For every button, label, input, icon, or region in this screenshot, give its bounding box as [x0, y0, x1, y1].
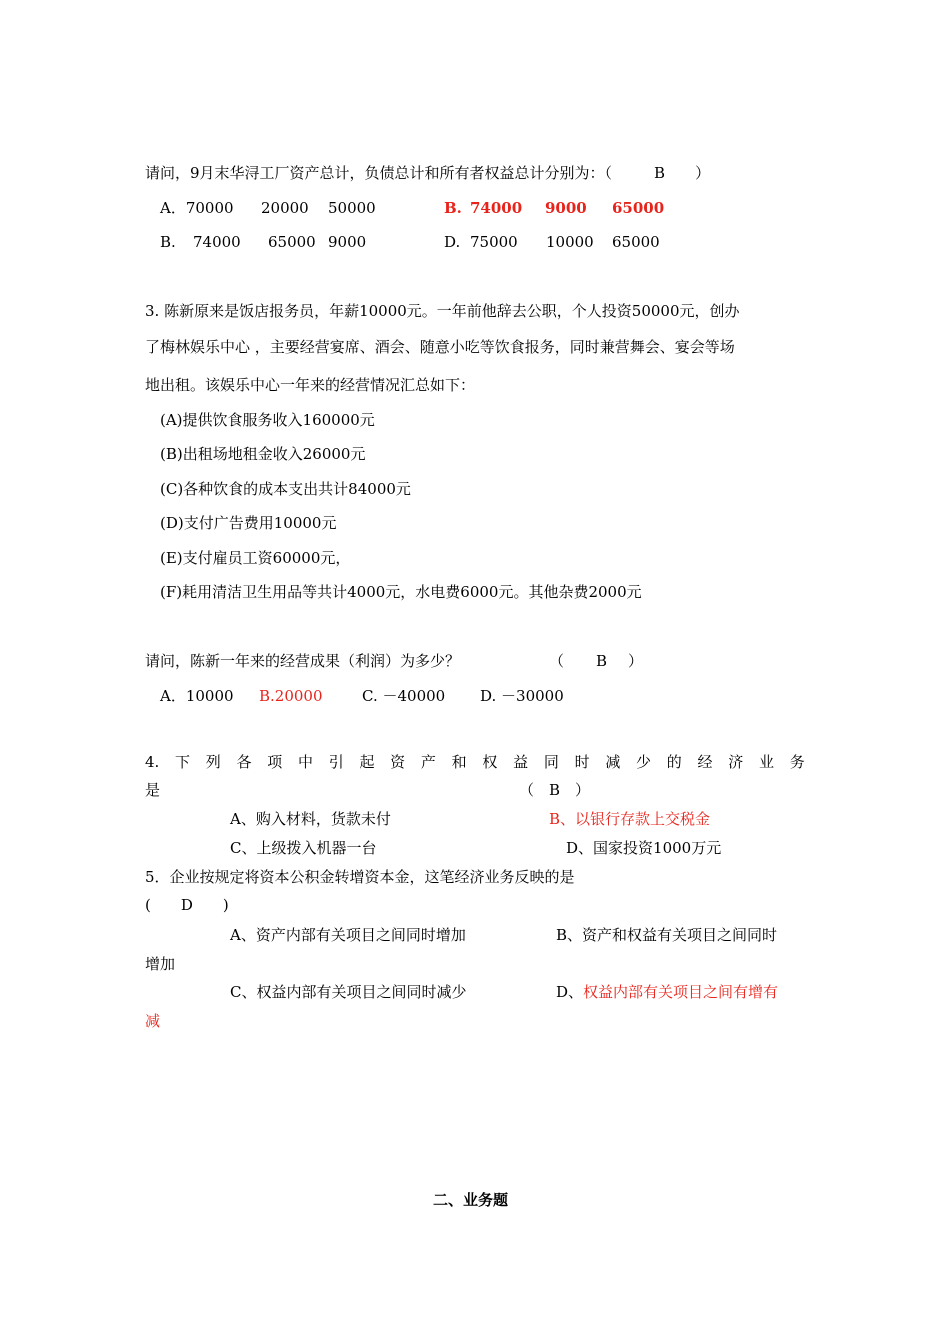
q2-option-a-v2: 20000: [261, 199, 309, 217]
q4-line-1: [145, 752, 805, 772]
q3-line-1: 3. 陈新原来是饭店报务员，年薪10000元。一年前他辞去公职，个人投资50000元，创办: [145, 302, 740, 320]
option-letter: A．: [160, 199, 186, 217]
q3-question: 请问，陈新一年来的经营成果（利润）为多少？: [145, 652, 461, 670]
q4-char: 时: [574, 753, 590, 771]
q2-option-b-v2: 9000: [545, 199, 587, 217]
q2-close-paren: ）: [695, 164, 711, 182]
q2-option-d-v1: 75000: [470, 233, 518, 251]
q4-char: 引: [328, 753, 344, 771]
q4-option-a: A、购入材料，货款未付: [230, 810, 391, 828]
q3-line-3: 地出租。该娱乐中心一年来的经营情况汇总如下：: [145, 376, 476, 394]
q4-char: 业: [758, 753, 774, 771]
q2-question: [145, 163, 710, 183]
q4-char: 少: [636, 753, 652, 771]
q4-char: 减: [605, 753, 621, 771]
q5-option-d-continued: 减: [145, 1012, 161, 1030]
q4-char: 经: [697, 753, 713, 771]
q3-line-2: 了梅林娱乐中心 ，主要经营宴席、酒会、随意小吃等饮食报务，同时兼营舞会、宴会等场: [145, 338, 735, 356]
q3-item-f: (F)耗用清洁卫生用品等共计4000元，水电费6000元。其他杂费2000元: [160, 583, 642, 601]
q2-option-b-v1: 74000: [470, 199, 523, 217]
q4-line-2: 是: [145, 781, 161, 799]
q2-option-c-letter: B.: [160, 233, 176, 251]
q4-char: 务: [789, 753, 805, 771]
option-value: 70000: [185, 199, 234, 217]
q2-option-d-v2: 10000: [546, 233, 594, 251]
q5-option-a: A、资产内部有关项目之间同时增加: [230, 926, 466, 944]
q3-option-d: D. －30000: [480, 687, 564, 705]
q4-char: 产: [420, 753, 436, 771]
q4-char: 的: [666, 753, 682, 771]
q4-char: 权: [482, 753, 498, 771]
q3-item-c: (C)各种饮食的成本支出共计84000元: [160, 480, 411, 498]
q2-option-c-v2: 65000: [268, 233, 316, 251]
q3-item-e: (E)支付雇员工资60000元，: [160, 549, 351, 567]
q4-option-b: B、以银行存款上交税金: [549, 810, 711, 828]
q2-option-b-letter: B.: [444, 199, 462, 217]
q5-option-c: C、权益内部有关项目之间同时减少: [230, 983, 467, 1001]
q3-item-d: (D)支付广告费用10000元: [160, 514, 337, 532]
q3-option-c: C. －40000: [362, 687, 446, 705]
q5-line-1: 5．企业按规定将资本公积金转增资本金，这笔经济业务反映的是: [145, 868, 575, 886]
q3-answer-close: ）: [628, 652, 644, 670]
q2-option-a-v3: 50000: [328, 199, 376, 217]
q5-option-b-continued: 增加: [145, 955, 176, 973]
q4-char: 济: [728, 753, 744, 771]
q3-answer-open: （: [549, 652, 565, 670]
q2-option-b-v3: 65000: [612, 199, 665, 217]
q5-option-d: [556, 982, 778, 1002]
q4-char: 同: [543, 753, 559, 771]
q2-option-c-v3: 9000: [328, 233, 367, 251]
q5-option-b: B、资产和权益有关项目之间同时: [556, 926, 778, 944]
q2-answer: B: [654, 164, 666, 182]
q3-option-b: B.20000: [259, 687, 323, 705]
q2-option-c-v1: 74000: [193, 233, 241, 251]
q4-char: 中: [297, 753, 313, 771]
q3-item-a: (A)提供饮食服务收入160000元: [160, 411, 375, 429]
q4-option-d: D、国家投资1000万元: [566, 839, 722, 857]
q2-option-d-letter: D.: [444, 233, 461, 251]
q4-answer: （ B ）: [519, 781, 591, 799]
q4-char: 益: [513, 753, 529, 771]
q4-char: 起: [359, 753, 375, 771]
q2-option-a: [160, 198, 234, 218]
q4-char: 4.: [145, 753, 160, 771]
q5-option-d-letter: D、: [556, 983, 584, 1001]
q4-char: 和: [451, 753, 467, 771]
q5-option-d-text: 权益内部有关项目之间有增有: [583, 983, 779, 1001]
q4-char: 各: [236, 753, 252, 771]
q4-char: 资: [390, 753, 406, 771]
q3-option-a: A．10000: [160, 687, 234, 705]
q4-char: 下: [175, 753, 191, 771]
q3-item-b: (B)出租场地租金收入26000元: [160, 445, 366, 463]
q4-option-c: C、上级拨入机器一台: [230, 839, 377, 857]
q5-answer: ( D ): [145, 896, 229, 914]
q3-answer: B: [596, 652, 608, 670]
q2-question-text: 请问，9月末华浔工厂资产总计，负债总计和所有者权益总计分别为：（: [145, 164, 613, 182]
q2-option-d-v3: 65000: [612, 233, 660, 251]
section-title: 二、业务题: [433, 1191, 509, 1209]
q4-char: 列: [205, 753, 221, 771]
q4-char: 项: [267, 753, 283, 771]
